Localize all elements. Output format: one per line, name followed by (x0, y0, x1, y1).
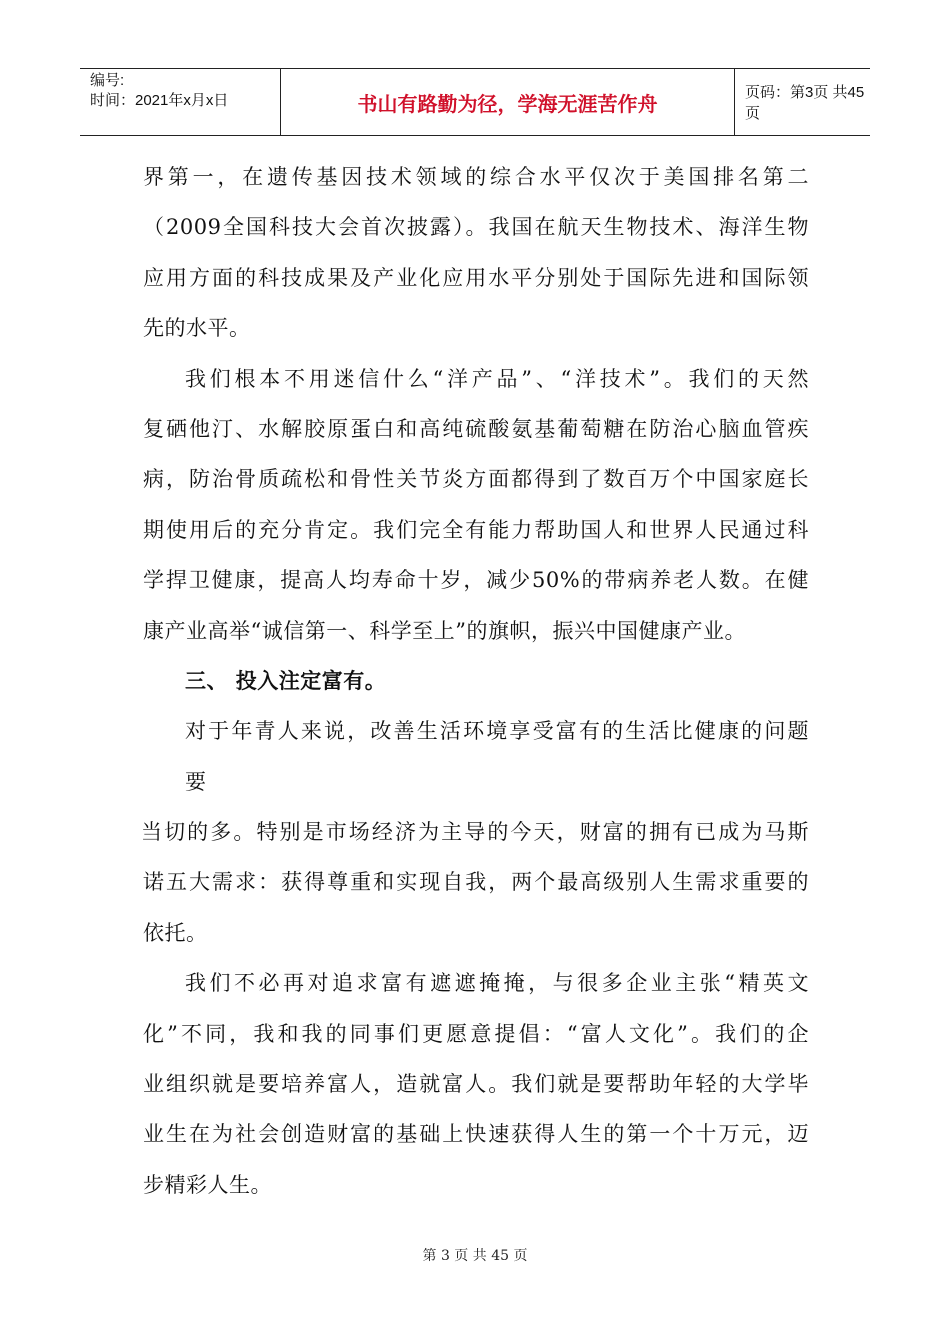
paragraph-line: 要 (185, 769, 207, 794)
paragraph-line: 康产业高举“诚信第一、科学至上”的旗帜，振兴中国健康产业。 (143, 618, 746, 643)
paragraph-line: 诺五大需求：获得尊重和实现自我，两个最高级别人生需求重要的 (143, 870, 809, 895)
paragraph-line: 我们根本不用迷信什么“洋产品”、“洋技术”。我们的天然 (185, 366, 809, 391)
paragraph-line: 步精彩人生。 (143, 1172, 272, 1197)
paragraph-line: 业组织就是要培养富人，造就富人。我们就是要帮助年轻的大学毕 (143, 1072, 809, 1097)
header-meta (80, 69, 281, 135)
paragraph-line: 对于年青人来说，改善生活环境享受富有的生活比健康的问题 (185, 719, 809, 744)
paragraph-line: 界第一，在遗传基因技术领域的综合水平仅次于美国排名第二 (143, 165, 809, 189)
header-page-info: 页码：第3页 共45页 (745, 84, 865, 122)
paragraph-line: 病，防治骨质疏松和骨性关节炎方面都得到了数百万个中国家庭长 (143, 467, 809, 492)
paragraph-line: 应用方面的科技成果及产业化应用水平分别处于国际先进和国际领 (143, 265, 809, 290)
paragraph-line: 依托。 (143, 920, 208, 945)
number-label: 编号: (90, 72, 125, 89)
paragraph-line: 期使用后的充分肯定。我们完全有能力帮助国人和世界人民通过科 (143, 517, 809, 542)
time-label: 时间：2021年x月x日 (90, 92, 229, 109)
paragraph-line: 化”不同，我和我的同事们更愿意提倡：“富人文化”。我们的企 (143, 1021, 809, 1046)
section-heading: 三、 投入注定富有。 (185, 668, 387, 693)
paragraph-line: 业生在为社会创造财富的基础上快速获得人生的第一个十万元，迈 (143, 1122, 809, 1147)
header-motto: 书山有路勤为径，学海无涯苦作舟 (281, 69, 735, 135)
paragraph-line: 先的水平。 (143, 316, 251, 341)
paragraph-line: 当切的多。特别是市场经济为主导的今天，财富的拥有已成为马斯 (141, 820, 809, 845)
paragraph-line: 复硒他汀、水解胶原蛋白和高纯硫酸氨基葡萄糖在防治心脑血管疾 (143, 416, 809, 441)
page-footer: 第 3 页 共 45 页 (422, 1248, 528, 1264)
paragraph-line: 我们不必再对追求富有遮遮掩掩，与很多企业主张“精英文 (185, 971, 809, 996)
paragraph-line: 学捍卫健康，提高人均寿命十岁，减少50%的带病养老人数。在健 (143, 568, 809, 593)
page-header (80, 68, 870, 136)
paragraph-line: （2009全国科技大会首次披露）。我国在航天生物技术、海洋生物 (143, 215, 809, 240)
document-body (143, 152, 809, 1210)
